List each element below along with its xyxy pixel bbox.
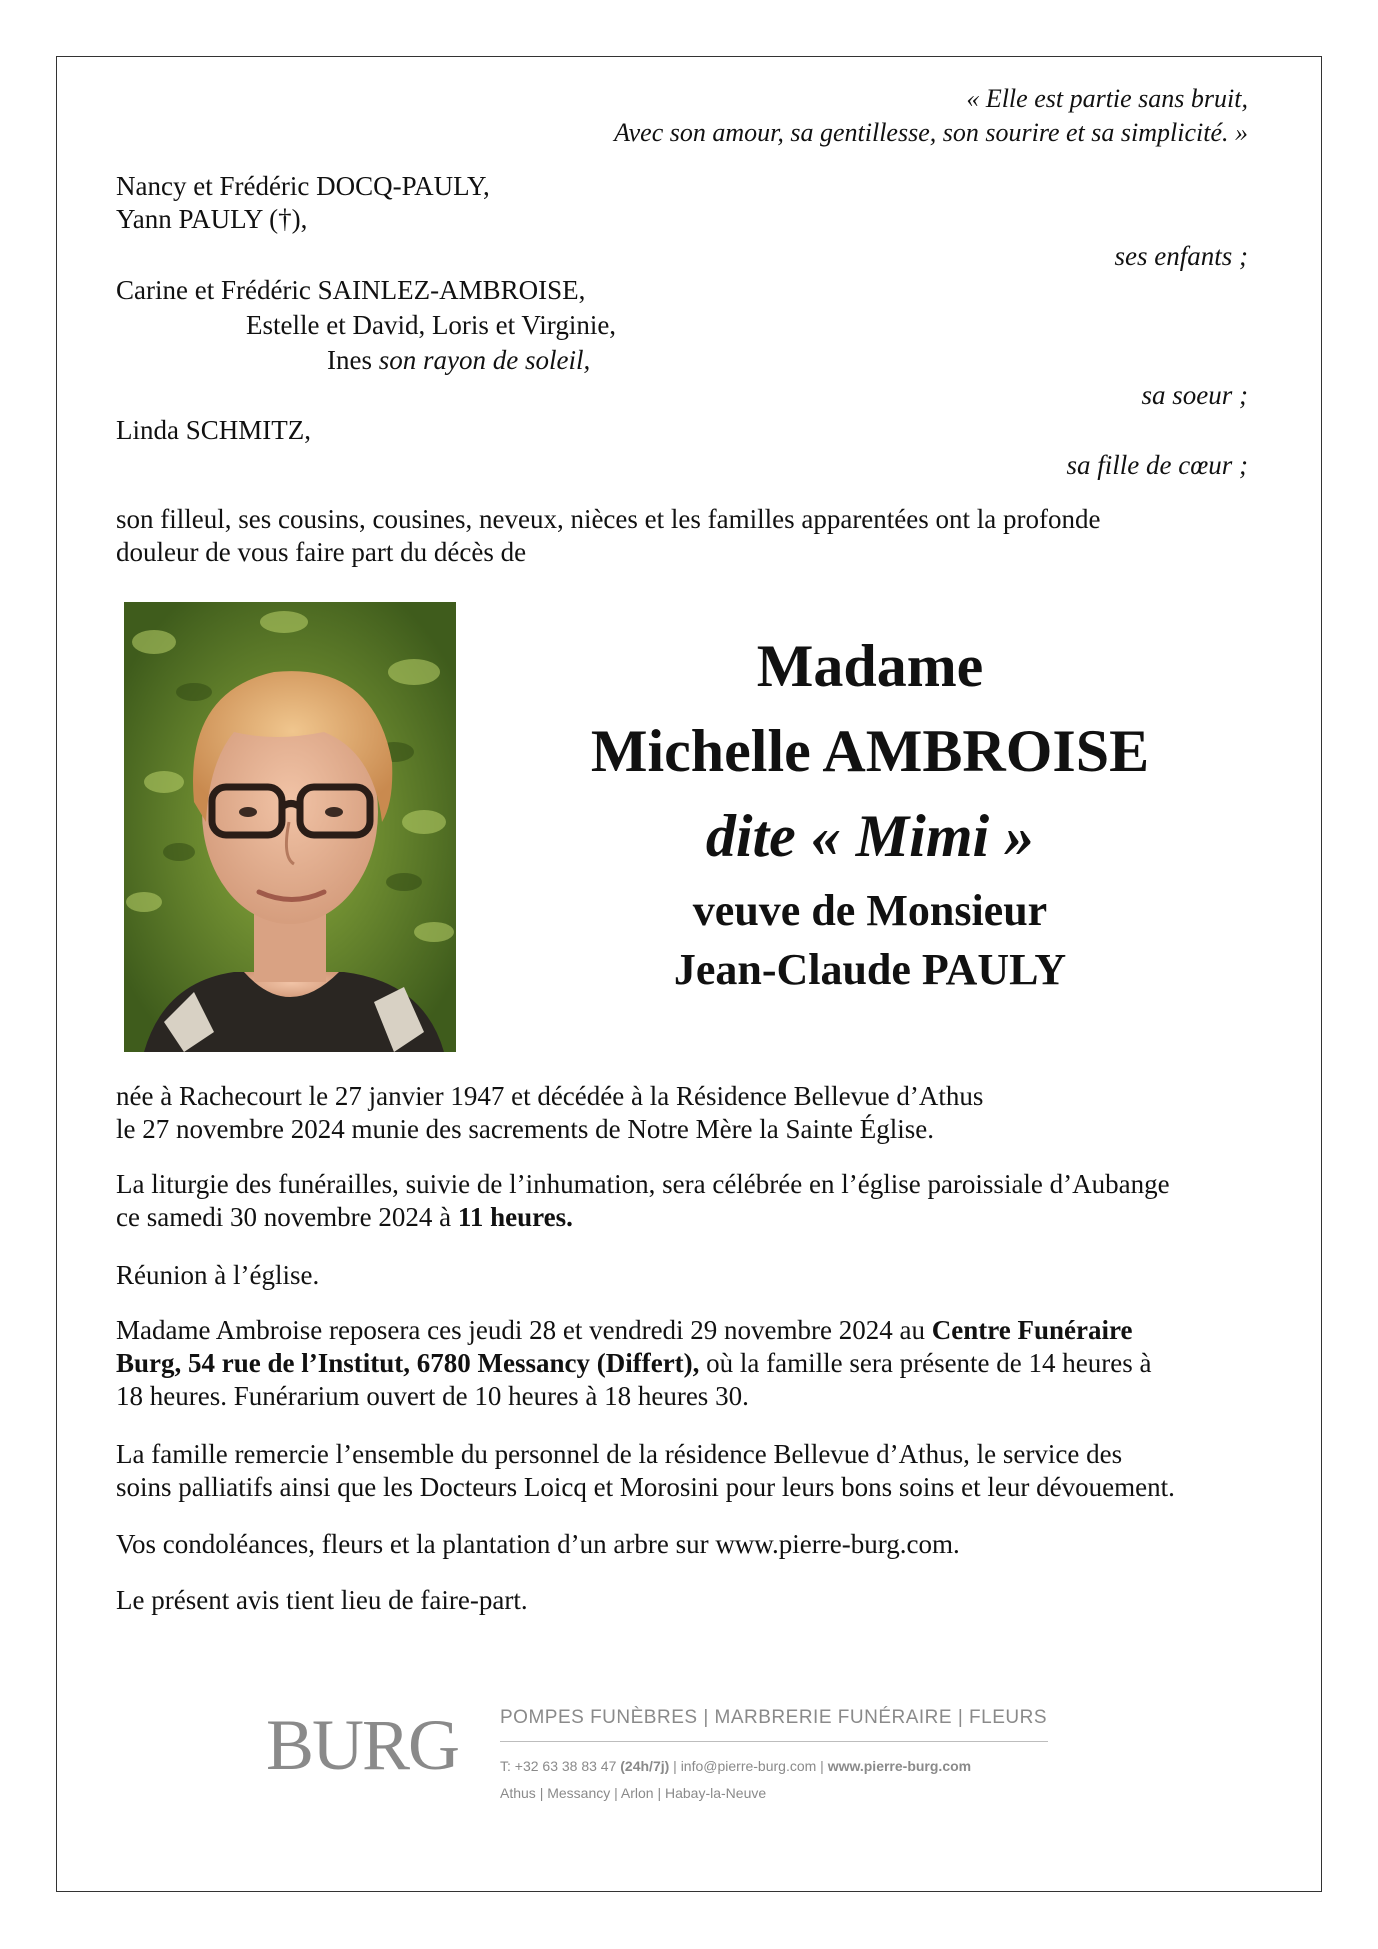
thanks-line-1: La famille remercie l’ensemble du personnel de la résidence Bellevue d’Athus, le service des xyxy=(116,1439,1123,1469)
announcement xyxy=(116,503,1100,569)
sister-line-3-italic: son rayon de soleil, xyxy=(378,345,591,375)
liturgy-paragraph xyxy=(116,1168,1296,1234)
widow-line-1: veuve de Monsieur xyxy=(692,886,1048,935)
heart-role: sa fille de cœur ; xyxy=(1066,450,1248,480)
quote-line-2: Avec son amour, sa gentillesse, son sourire et sa simplicité. » xyxy=(614,118,1248,147)
footer-phone-hours: (24h/7j) xyxy=(620,1758,670,1774)
portrait-photo xyxy=(124,602,456,1052)
sister-line-3-name: Ines xyxy=(327,345,379,375)
rest-line-1 xyxy=(116,1314,1296,1347)
announcement-line-1: son filleul, ses cousins, cousines, neveux, nièces et les familles apparentées ont la profonde xyxy=(116,504,1101,534)
footer-divider xyxy=(500,1741,1048,1742)
liturgy-time: 11 heures. xyxy=(457,1202,573,1232)
sister-line-1: Carine et Frédéric SAINLEZ-AMBROISE, xyxy=(116,275,586,305)
reunion-paragraph: Réunion à l’église. xyxy=(116,1260,320,1290)
children-line-1: Nancy et Frédéric DOCQ-PAULY, xyxy=(116,171,490,201)
honorific-title: Madame xyxy=(756,633,984,699)
epigraph-quote xyxy=(614,82,1248,150)
birth-line-1: née à Rachecourt le 27 janvier 1947 et décédée à la Résidence Bellevue d’Athus xyxy=(116,1081,984,1111)
burg-logo: BURG xyxy=(266,1705,459,1785)
birth-death-paragraph xyxy=(116,1080,1296,1146)
rest-paragraph xyxy=(116,1314,1296,1413)
footer-website[interactable]: www.pierre-burg.com xyxy=(827,1758,972,1774)
rest-line-2 xyxy=(116,1347,1296,1380)
widow-line-2: Jean-Claude PAULY xyxy=(673,945,1067,994)
footer-phone: T: +32 63 38 83 47 xyxy=(500,1758,621,1774)
sister-role: sa soeur ; xyxy=(1141,380,1248,410)
portrait-illustration xyxy=(124,602,456,1052)
thanks-line-2: soins palliatifs ainsi que les Docteurs Loicq et Morosini pour leurs bons soins et leur dévouement. xyxy=(116,1472,1175,1502)
liturgy-line-2 xyxy=(116,1201,1296,1234)
children-line-2: Yann PAULY (†), xyxy=(116,204,308,234)
rest-line-1-text: Madame Ambroise reposera ces jeudi 28 et vendredi 29 novembre 2024 au xyxy=(116,1315,932,1345)
condolences-paragraph: Vos condoléances, fleurs et la plantation d’un arbre sur www.pierre-burg.com. xyxy=(116,1529,960,1559)
heart-daughter: Linda SCHMITZ, xyxy=(116,415,311,445)
birth-line-2: le 27 novembre 2024 munie des sacrements de Notre Mère la Sainte Église. xyxy=(116,1114,935,1144)
children-names xyxy=(116,170,490,236)
liturgy-line-1: La liturgie des funérailles, suivie de l’inhumation, sera célébrée en l’église paroissiale d’Aubange xyxy=(116,1169,1170,1199)
children-role: ses enfants ; xyxy=(1114,241,1248,271)
footer-services: POMPES FUNÈBRES | MARBRERIE FUNÉRAIRE | FLEURS xyxy=(500,1707,1048,1728)
announcement-line-2: douleur de vous faire part du décès de xyxy=(116,537,527,567)
footer-contact xyxy=(500,1756,971,1776)
quote-line-1: « Elle est partie sans bruit, xyxy=(966,84,1248,113)
sister-line-2: Estelle et David, Loris et Virginie, xyxy=(246,310,617,340)
thanks-paragraph xyxy=(116,1438,1296,1504)
sister-line-3 xyxy=(327,344,590,377)
rest-line-2-text: où la famille sera présente de 14 heures à xyxy=(699,1348,1152,1378)
notice-paragraph: Le présent avis tient lieu de faire-part. xyxy=(116,1585,528,1615)
rest-line-3: 18 heures. Funérarium ouvert de 10 heures à 18 heures 30. xyxy=(116,1381,749,1411)
deceased-name: Michelle AMBROISE xyxy=(590,718,1150,784)
liturgy-line-2-text: ce samedi 30 novembre 2024 à xyxy=(116,1202,458,1232)
rest-line-2-bold: Burg, 54 rue de l’Institut, 6780 Messancy (Differt), xyxy=(116,1348,700,1378)
rest-line-1-bold: Centre Funéraire xyxy=(931,1315,1133,1345)
deceased-nickname: dite « Mimi » xyxy=(705,803,1035,869)
footer-email: | info@pierre-burg.com | xyxy=(669,1758,828,1774)
footer-locations: Athus | Messancy | Arlon | Habay-la-Neuve xyxy=(500,1785,767,1801)
